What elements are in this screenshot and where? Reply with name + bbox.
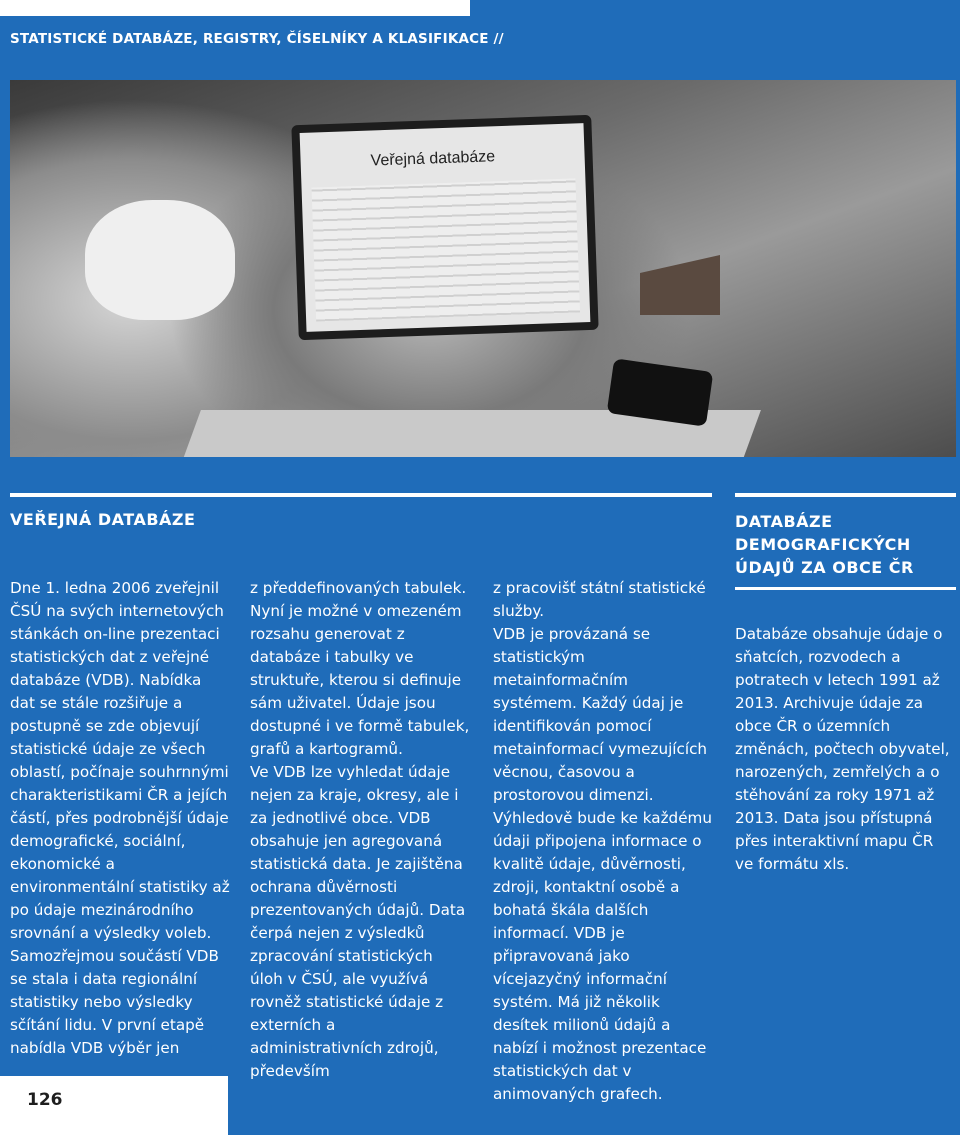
top-white-bar [0,0,470,16]
column-2-paragraph-1: z předdefinovaných tabulek. Nyní je možné v omezeném rozsahu generovat z databáze i tabulky ve struktuře, kterou si definuje sám uživatel. Údaje jsou dostupné i ve formě tabulek, grafů a kartogramů. [250,579,470,758]
right-title-line3: ÚDAJŮ ZA OBCE ČR [735,558,914,577]
screen-content [312,178,581,321]
laptop-photo [10,80,956,457]
column-3-paragraph-2: VDB je provázaná se statistickým metainformačním systémem. Každý údaj je identifikován pomocí metainformací vymezujících věcnou, časovou a prostorovou dimenzi. Výhledově bude ke každému údaji připojena informace o kvalitě údaje, důvěrnosti, zdroji, kontaktní osobě a bohatá škála dalších informací. VDB je připravovaná jako vícejazyčný informační systém. Má již několik desítek milionů údajů a nabízí i možnost prezentace statistických dat v animovaných grafech. [493,625,712,1103]
column-3-paragraph-1: z pracovišť státní statistické služby. [493,579,706,620]
screen-title: Veřejná databáze [370,148,496,170]
right-section-rule-bottom [735,587,956,590]
left-section-title: VEŘEJNÁ DATABÁZE [10,510,196,529]
right-column [735,623,956,876]
page-number: 126 [27,1090,63,1110]
laptop-screen [291,115,598,340]
left-section-rule [10,493,712,497]
column-1 [10,577,230,1060]
column-2-paragraph-2: Ve VDB lze vyhledat údaje nejen za kraje, okresy, ale i za jednotlivé obce. VDB obsahuje jen agregovaná statistická data. Je zajištěna ochrana důvěrnosti prezentovaných údajů. Data čerpá nejen z výsledků zpracování statistických úloh v ČSÚ, ale využívá rovněž statistické údaje z externích a administrativních zdrojů, především [250,763,466,1080]
right-section-title [735,510,914,579]
right-title-line1: DATABÁZE [735,512,833,531]
right-column-text: Databáze obsahuje údaje o sňatcích, rozvodech a potratech v letech 1991 až 2013. Archivuje údaje za obce ČR o územních změnách, počtech obyvatel, narozených, zemřelých a o stěhování za roky 1971 až 2013. Data jsou přístupná přes interaktivní mapu ČR ve formátu xls. [735,625,950,873]
column-1-text: Dne 1. ledna 2006 zveřejnil ČSÚ na svých internetových stánkách on-line prezentaci statistických dat z veřejné databáze (VDB). Nabídka dat se stále rozšiřuje a postupně se zde objevují statistické údaje ze všech oblastí, počínaje souhrnnými charakteristikami ČR a jejích částí, přes podrobnější údaje demografické, sociální, ekonomické a environmentální statistiky až po údaje mezinárodního srovnání a výsledky voleb. Samozřejmou součástí VDB se stala i data regionální statistiky nebo výsledky sčítání lidu. V první etapě nabídla VDB výběr jen [10,579,230,1057]
column-3 [493,577,713,1106]
cake-shape [640,255,720,315]
right-section-rule-top [735,493,956,497]
section-header: STATISTICKÉ DATABÁZE, REGISTRY, ČÍSELNÍKY A KLASIFIKACE // [10,31,504,47]
column-2 [250,577,470,1083]
right-title-line2: DEMOGRAFICKÝCH [735,535,911,554]
teacup-shape [85,200,235,320]
